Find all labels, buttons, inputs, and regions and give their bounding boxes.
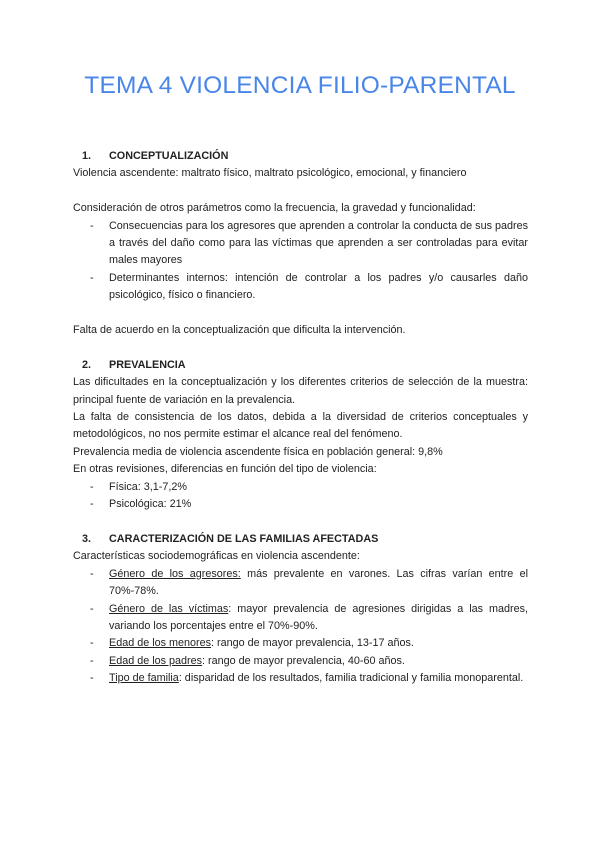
paragraph: Prevalencia media de violencia ascendente física en población general: 9,8% [73,445,443,458]
section-heading-caracterizacion [73,531,528,548]
bullet-list [73,566,528,688]
list-item: - Psicológica: 21% [73,496,528,513]
list-item: - Determinantes internos: intención de controlar a los padres y/o causarles daño psicológico, físico o financiero. [73,270,528,305]
underlined-term: Tipo de familia [109,672,179,685]
paragraph: Falta de acuerdo en la conceptualización que dificulta la intervención. [73,324,406,337]
document-body [73,148,528,688]
document-title: TEMA 4 VIOLENCIA FILIO-PARENTAL [84,72,516,99]
paragraph: Violencia ascendente: maltrato físico, maltrato psicológico, emocional, y financiero [73,167,467,180]
section-number: 2. [82,358,92,371]
list-item [73,635,528,652]
bullet-list [73,218,528,305]
paragraph: Las dificultades en la conceptualización y los diferentes criterios de selección de la muestra: principal fuente de variación en la prevalencia. [73,376,528,406]
list-item: - Consecuencias para los agresores que aprenden a controlar la conducta de sus padres a través del daño como para las víctimas que aprenden a ser controladas para evitar males mayores [73,218,528,270]
item-text: más prevalente en varones. Las cifras varían entre el 70%-78%. [109,567,528,598]
list-item [73,601,528,636]
list-item [73,653,528,670]
item-text: : disparidad de los resultados, familia tradicional y familia monoparental. [178,672,524,685]
underlined-term: Edad de los padres [109,654,203,667]
underlined-term: Edad de los menores [109,637,212,650]
list-item: - Física: 3,1-7,2% [73,479,528,496]
paragraph: Características sociodemográficas en violencia ascendente: [73,550,360,563]
underlined-term: Género de los agresores: [109,567,241,580]
section-heading-conceptualizacion [73,148,528,165]
underlined-term: Género de las víctimas [109,602,229,615]
item-text: : mayor prevalencia de agresiones dirigidas a las madres, variando los porcentajes entre el 70%-90%. [109,602,529,632]
section-number: 3. [82,532,92,545]
paragraph: La falta de consistencia de los datos, debida a la diversidad de criterios conceptuales y metodológicos, no nos permite estimar el alcance real del fenómeno. [73,411,528,441]
item-text: : rango de mayor prevalencia, 13-17 años. [211,637,414,650]
item-text: : rango de mayor prevalencia, 40-60 años. [202,654,405,667]
section-title: CARACTERIZACIÓN DE LAS FAMILIAS AFECTADAS [109,532,379,545]
section-heading-prevalencia [73,357,528,374]
section-title: CONCEPTUALIZACIÓN [109,150,229,162]
paragraph: Consideración de otros parámetros como la frecuencia, la gravedad y funcionalidad: [73,202,476,215]
section-title: PREVALENCIA [109,358,186,371]
list-item [73,566,528,601]
paragraph: En otras revisiones, diferencias en función del tipo de violencia: [73,463,377,476]
bullet-list [73,479,528,514]
section-number: 1. [82,150,92,162]
list-item [73,670,528,687]
